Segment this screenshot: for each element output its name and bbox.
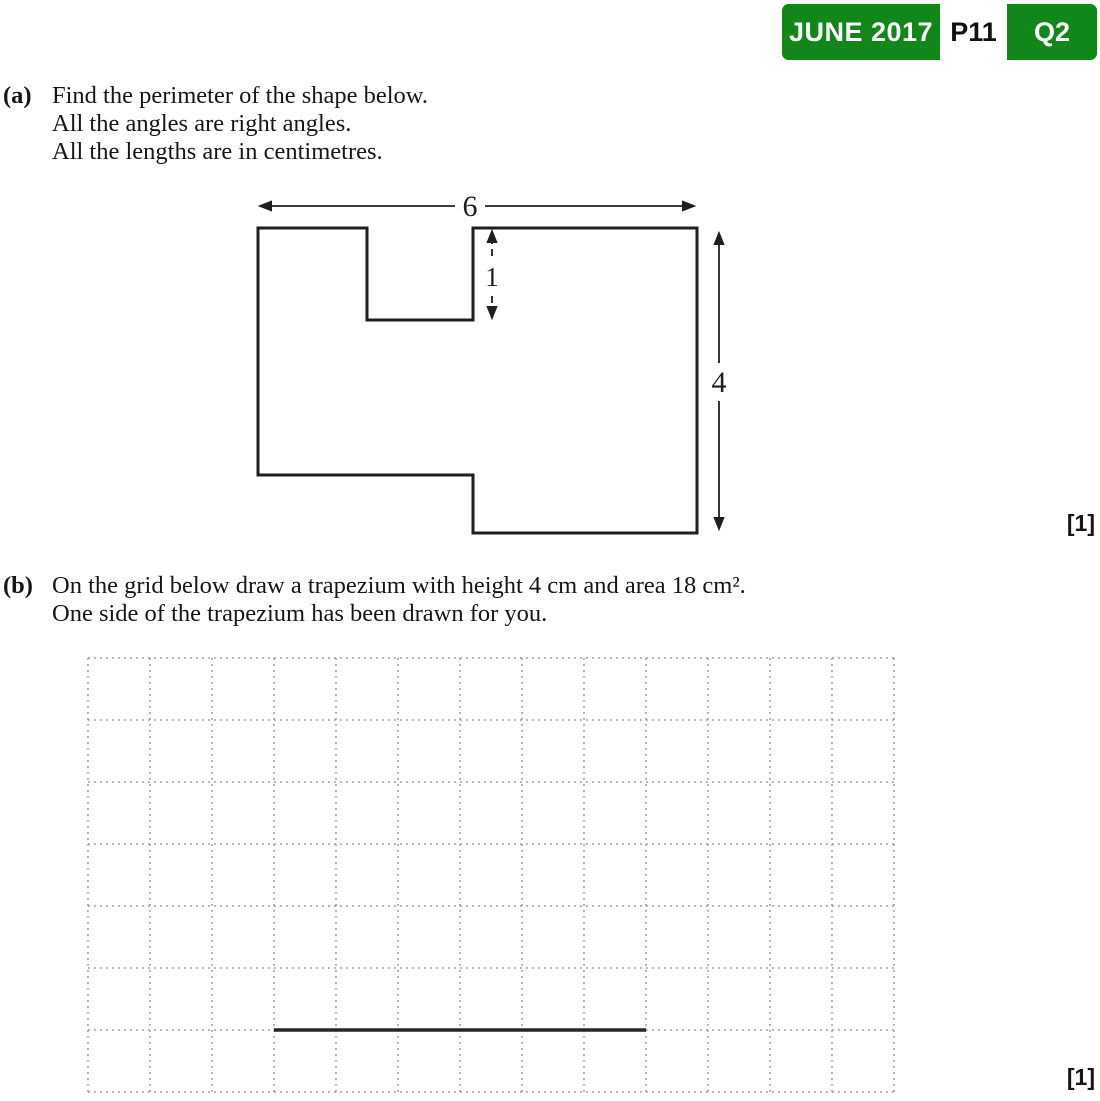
part-a-line-1: Find the perimeter of the shape below. xyxy=(52,82,429,109)
part-a-line-2: All the angles are right angles. xyxy=(52,110,352,137)
part-a-label: (a) xyxy=(3,82,32,109)
part-b-line-1: On the grid below draw a trapezium with height 4 cm and area 18 cm². xyxy=(52,572,746,599)
part-b xyxy=(0,572,746,628)
badge-question-label: Q2 xyxy=(1007,4,1097,60)
part-b-label: (b) xyxy=(3,572,33,599)
dimension-label: 1 xyxy=(485,262,499,292)
dimension-label: 4 xyxy=(711,366,727,399)
shape-polygon xyxy=(258,228,697,533)
part-a-line-3: All the lengths are in centimetres. xyxy=(52,138,383,165)
part-b-text xyxy=(52,572,746,628)
dimension-label: 6 xyxy=(462,190,478,223)
badge-paper-label: P11 xyxy=(940,4,1007,60)
part-b-line-2: One side of the trapezium has been drawn for you. xyxy=(52,600,548,627)
badge-session-label: JUNE 2017 xyxy=(782,4,940,60)
part-a-marks: [1] xyxy=(1066,510,1095,536)
part-b-marks: [1] xyxy=(1066,1064,1095,1090)
